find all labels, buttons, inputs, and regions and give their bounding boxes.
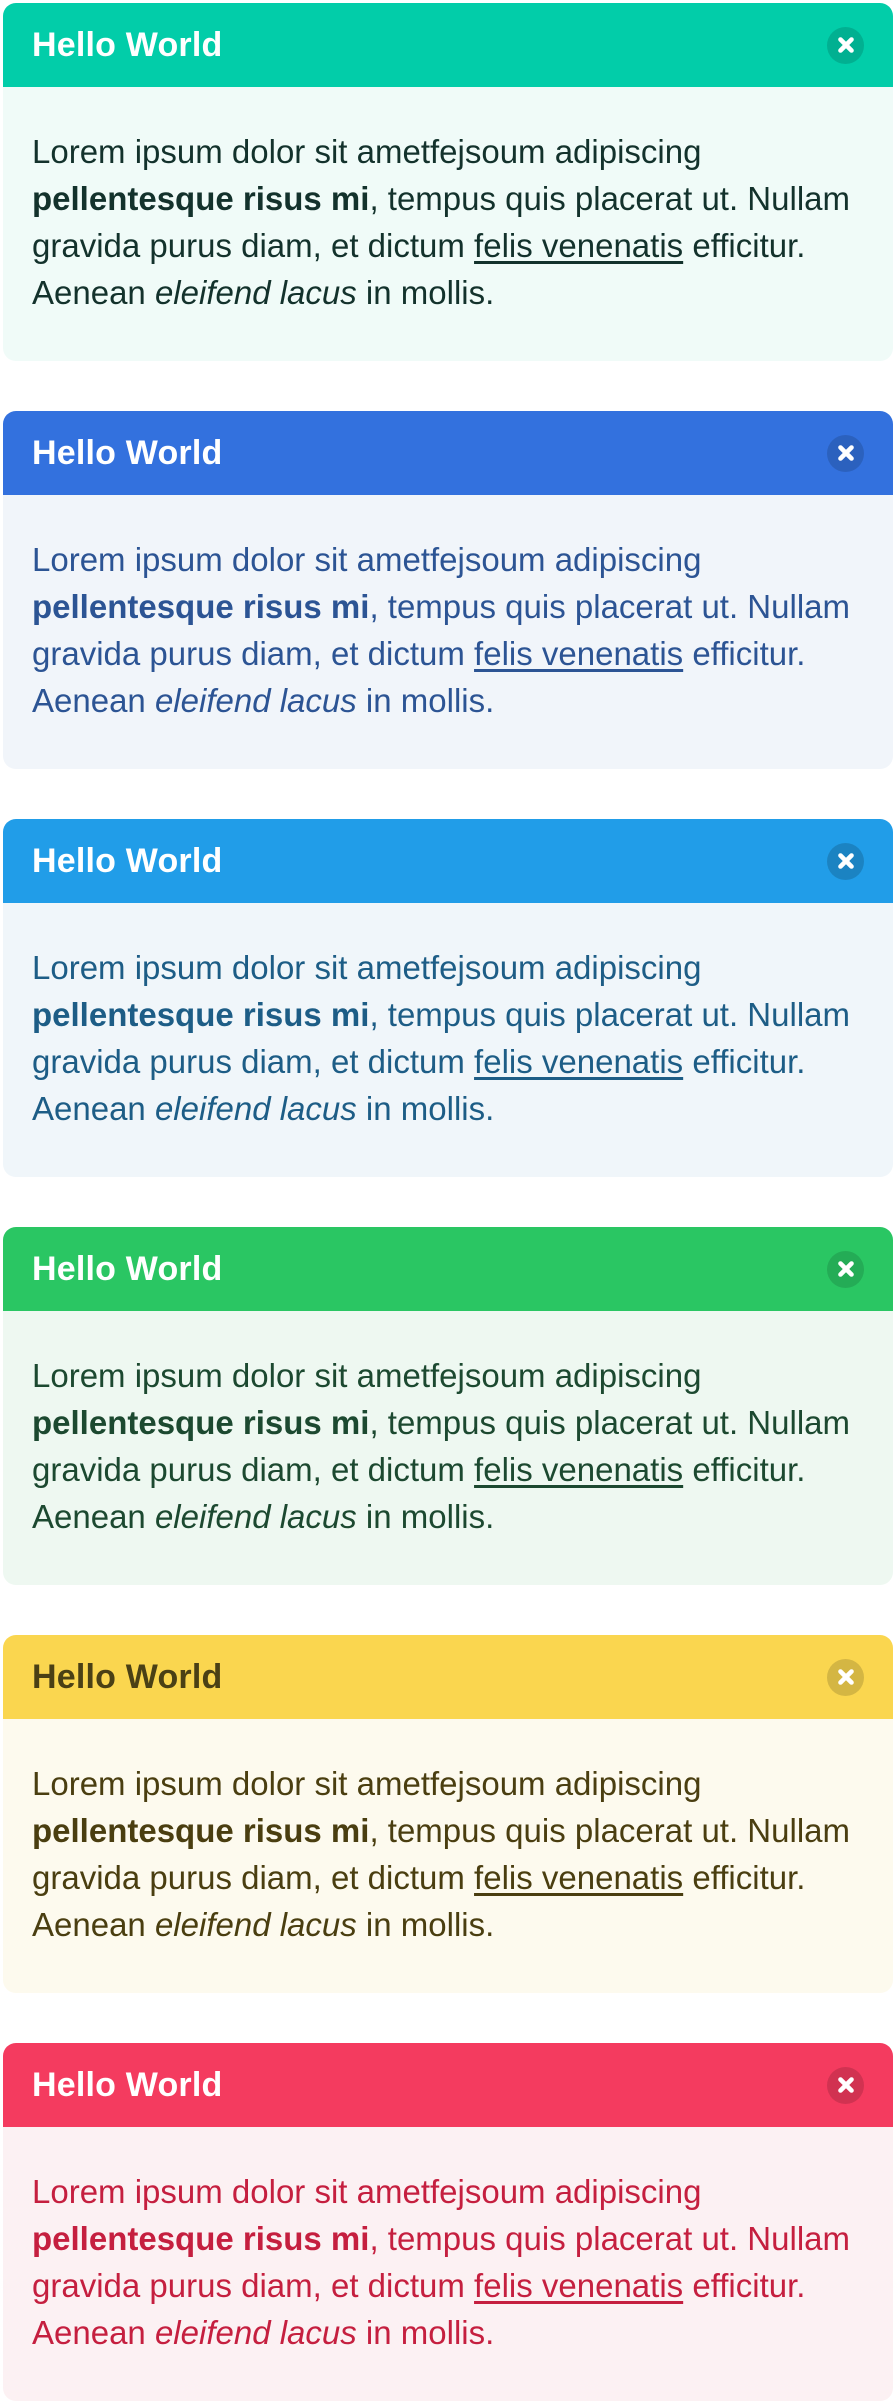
italic-text-segment: eleifend lacus [154, 1906, 357, 1943]
card-text [32, 2168, 864, 2356]
body-text-segment: in mollis. [356, 2314, 495, 2351]
card-body [3, 903, 893, 1177]
card-body [3, 495, 893, 769]
body-text-segment: in mollis. [356, 274, 495, 311]
card-title: Hello World [32, 25, 223, 64]
body-text-segment: , tempus quis placerat ut. Nullam gravida purus diam, et dictum [32, 1404, 850, 1488]
card-header [3, 1227, 893, 1311]
body-text-segment: Lorem ipsum dolor sit ametfejsoum adipiscing [32, 541, 702, 578]
link-felis-venenatis[interactable]: felis venenatis [474, 227, 684, 264]
alert-card-green [3, 1227, 893, 1585]
close-button[interactable] [827, 27, 864, 64]
card-text [32, 1760, 864, 1948]
close-icon [837, 1668, 855, 1686]
close-button[interactable] [827, 2067, 864, 2104]
body-text-segment: in mollis. [356, 1090, 495, 1127]
link-felis-venenatis[interactable]: felis venenatis [474, 1859, 684, 1896]
alert-card-yellow [3, 1635, 893, 1993]
italic-text-segment: eleifend lacus [154, 682, 357, 719]
link-felis-venenatis[interactable]: felis venenatis [474, 2267, 684, 2304]
body-text-segment: efficitur. Aenean [32, 1043, 806, 1127]
card-title: Hello World [32, 1249, 223, 1288]
card-text [32, 1352, 864, 1540]
body-text-segment: , tempus quis placerat ut. Nullam gravida purus diam, et dictum [32, 588, 850, 672]
card-body [3, 87, 893, 361]
link-felis-venenatis[interactable]: felis venenatis [474, 635, 684, 672]
italic-text-segment: eleifend lacus [154, 1090, 357, 1127]
body-text-segment: Lorem ipsum dolor sit ametfejsoum adipiscing [32, 1357, 702, 1394]
close-icon [837, 852, 855, 870]
close-icon [837, 2076, 855, 2094]
link-felis-venenatis[interactable]: felis venenatis [474, 1451, 684, 1488]
close-button[interactable] [827, 1251, 864, 1288]
body-text-segment: efficitur. Aenean [32, 227, 806, 311]
close-icon [837, 1260, 855, 1278]
card-text [32, 944, 864, 1132]
bold-text-segment: pellentesque risus mi [32, 2220, 370, 2257]
body-text-segment: efficitur. Aenean [32, 2267, 806, 2351]
body-text-segment: efficitur. Aenean [32, 1859, 806, 1943]
card-title: Hello World [32, 433, 223, 472]
close-icon [837, 36, 855, 54]
body-text-segment: Lorem ipsum dolor sit ametfejsoum adipiscing [32, 2173, 702, 2210]
card-text [32, 536, 864, 724]
italic-text-segment: eleifend lacus [154, 2314, 357, 2351]
body-text-segment: Lorem ipsum dolor sit ametfejsoum adipiscing [32, 949, 702, 986]
body-text-segment: , tempus quis placerat ut. Nullam gravida purus diam, et dictum [32, 180, 850, 264]
card-title: Hello World [32, 1657, 223, 1696]
body-text-segment: , tempus quis placerat ut. Nullam gravida purus diam, et dictum [32, 996, 850, 1080]
italic-text-segment: eleifend lacus [154, 274, 357, 311]
bold-text-segment: pellentesque risus mi [32, 180, 370, 217]
card-text [32, 128, 864, 316]
card-header [3, 1635, 893, 1719]
body-text-segment: efficitur. Aenean [32, 1451, 806, 1535]
body-text-segment: , tempus quis placerat ut. Nullam gravida purus diam, et dictum [32, 1812, 850, 1896]
italic-text-segment: eleifend lacus [154, 1498, 357, 1535]
bold-text-segment: pellentesque risus mi [32, 588, 370, 625]
card-title: Hello World [32, 2065, 223, 2104]
body-text-segment: in mollis. [356, 1906, 495, 1943]
body-text-segment: efficitur. Aenean [32, 635, 806, 719]
card-body [3, 2127, 893, 2401]
card-title: Hello World [32, 841, 223, 880]
card-header [3, 819, 893, 903]
close-icon [837, 444, 855, 462]
card-body [3, 1311, 893, 1585]
close-button[interactable] [827, 435, 864, 472]
body-text-segment: Lorem ipsum dolor sit ametfejsoum adipiscing [32, 1765, 702, 1802]
close-button[interactable] [827, 843, 864, 880]
body-text-segment: Lorem ipsum dolor sit ametfejsoum adipiscing [32, 133, 702, 170]
link-felis-venenatis[interactable]: felis venenatis [474, 1043, 684, 1080]
body-text-segment: in mollis. [356, 682, 495, 719]
bold-text-segment: pellentesque risus mi [32, 1404, 370, 1441]
alert-card-teal [3, 3, 893, 361]
card-header [3, 3, 893, 87]
bold-text-segment: pellentesque risus mi [32, 1812, 370, 1849]
card-body [3, 1719, 893, 1993]
bold-text-segment: pellentesque risus mi [32, 996, 370, 1033]
body-text-segment: , tempus quis placerat ut. Nullam gravida purus diam, et dictum [32, 2220, 850, 2304]
card-header [3, 2043, 893, 2127]
body-text-segment: in mollis. [356, 1498, 495, 1535]
alert-card-royal-blue [3, 411, 893, 769]
alert-card-red [3, 2043, 893, 2401]
card-header [3, 411, 893, 495]
close-button[interactable] [827, 1659, 864, 1696]
alert-card-sky-blue [3, 819, 893, 1177]
